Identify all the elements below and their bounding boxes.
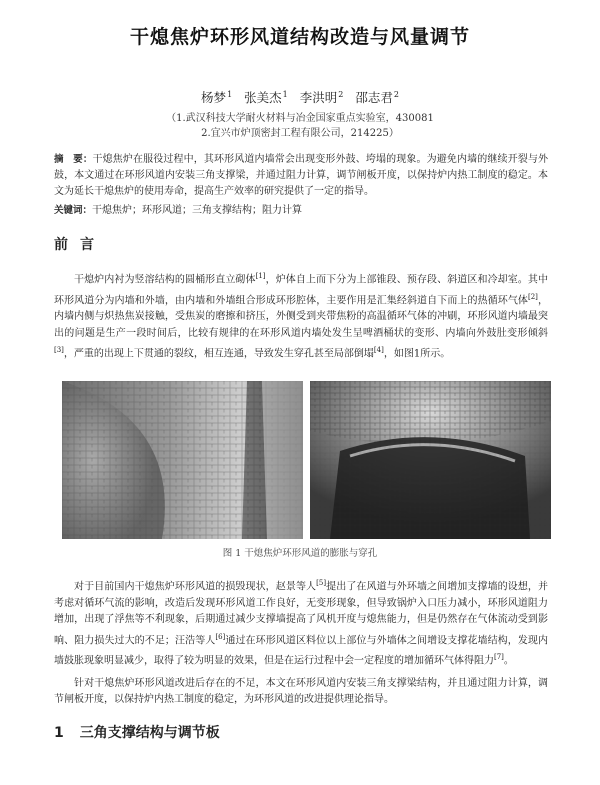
abstract-label: 摘 要：: [54, 154, 93, 165]
photo-bulging-wall: [62, 381, 303, 539]
author-1: 杨梦$^1$: [201, 89, 233, 105]
author-line: [0, 88, 600, 106]
keywords: [54, 203, 548, 219]
keywords-label: 关键词：: [54, 205, 93, 216]
abstract-text: 干熄焦炉在服役过程中，其环形风道内墙常会出现变形外鼓、垮塌的现象。为避免内墙的继续开裂与外鼓，本文通过在环形风道内安装三角支撑梁，并通过阻力计算，调节闸板开度，以保持炉内热工制度的稳定。本文为延长干熄焦炉的使用寿命，提高生产效率的研究提供了一定的指导。: [54, 154, 548, 197]
section-title-text: 三角支撑结构与调节板: [79, 725, 220, 741]
citation: [3]: [54, 346, 64, 355]
author-4: 邵志君$^2$: [355, 89, 399, 105]
affiliation-2: 2.宜兴市炉顶密封工程有限公司，214225）: [201, 128, 399, 139]
paragraph-review: 对于目前国内干熄焦炉环形风道的损毁现状，赵景等人[5]提出了在风道与外环墙之间增加支撑墙的设想，并考虑对循环气流的影响，改造后发现环形风道工作良好，无变形现象，但导致锅炉入口压力减小，环形风道阻力增加，出现了浮焦等不利现象，后期通过减少支撑墙提高了风机开度与熄焦能力，但是仍然存在气体流动受到影响、阻力损失过大的不足；汪浩等人[6]通过在环形风道区料位以上部位与外墙体之间增设支撑花墙结构，发现内墙鼓胀现象明显减少，取得了较为明显的效果，但是在运行过程中会一定程度的增加循环气体得阻力[7]。: [54, 579, 549, 667]
citation: [4]: [373, 346, 384, 355]
paragraph-aim: 针对干熄焦炉环形风道改进后存在的不足，本文在环形风道内安装三角支撑梁结构，并且通过阻力计算，调节闸板开度，以保持炉内热工制度的稳定，为环形风道的改进提供理论指导。: [54, 678, 548, 706]
section-heading-1: [54, 722, 220, 742]
citation: [1]: [255, 272, 266, 280]
paper-title: 干熄焦炉环形风道结构改造与风量调节: [129, 26, 470, 48]
paragraph-intro: 干熄炉内衬为竖溶结构的圆桶形直立砌体[1]，炉体自上而下分为上部锥段、预存段、斜道区和冷却室。其中环形风道分为内墙和外墙，由内墙和外墙组合形成环形腔体，主要作用是汇集经斜道自下而上的热循环气体[2]，内墙内侧与炽热焦炭接触，受焦炭的磨擦和挤压，外侧受到夹带焦粉的高温循环气体的冲刷，环形风道内墙最突出的问题是生产一段时间后，比较有规律的在环形风道内墙处发生呈啤酒桶状的变形、内墙向外鼓肚变形倾斜[3]，严重的出现上下贯通的裂纹，相互连通，导致发生穿孔甚至局部倒塌[4]，如图1所示。: [54, 272, 549, 360]
author-2: 张美杰$^1$: [244, 89, 288, 105]
citation: [2]: [528, 292, 538, 301]
photo-perforated-wall: [310, 381, 551, 539]
affiliation-1: （1.武汉科技大学耐火材料与冶金国家重点实验室，430081: [166, 113, 434, 124]
citation: [6]: [215, 632, 226, 641]
figure-caption: 图 1 干熄焦炉环形风道的膨胀与穿孔: [222, 548, 378, 559]
citation: [5]: [316, 579, 327, 587]
section-heading-intro: 前言: [54, 237, 106, 253]
keywords-text: 干熄焦炉；环形风道；三角支撑结构；阻力计算: [92, 205, 303, 216]
figure-photo-bulging: [62, 381, 303, 539]
section-number: 1: [54, 725, 64, 741]
author-3: 李洪明$^2$: [299, 89, 344, 105]
figure-photo-perforation: [310, 381, 551, 539]
abstract: [54, 152, 548, 200]
citation: [7]: [494, 653, 504, 662]
